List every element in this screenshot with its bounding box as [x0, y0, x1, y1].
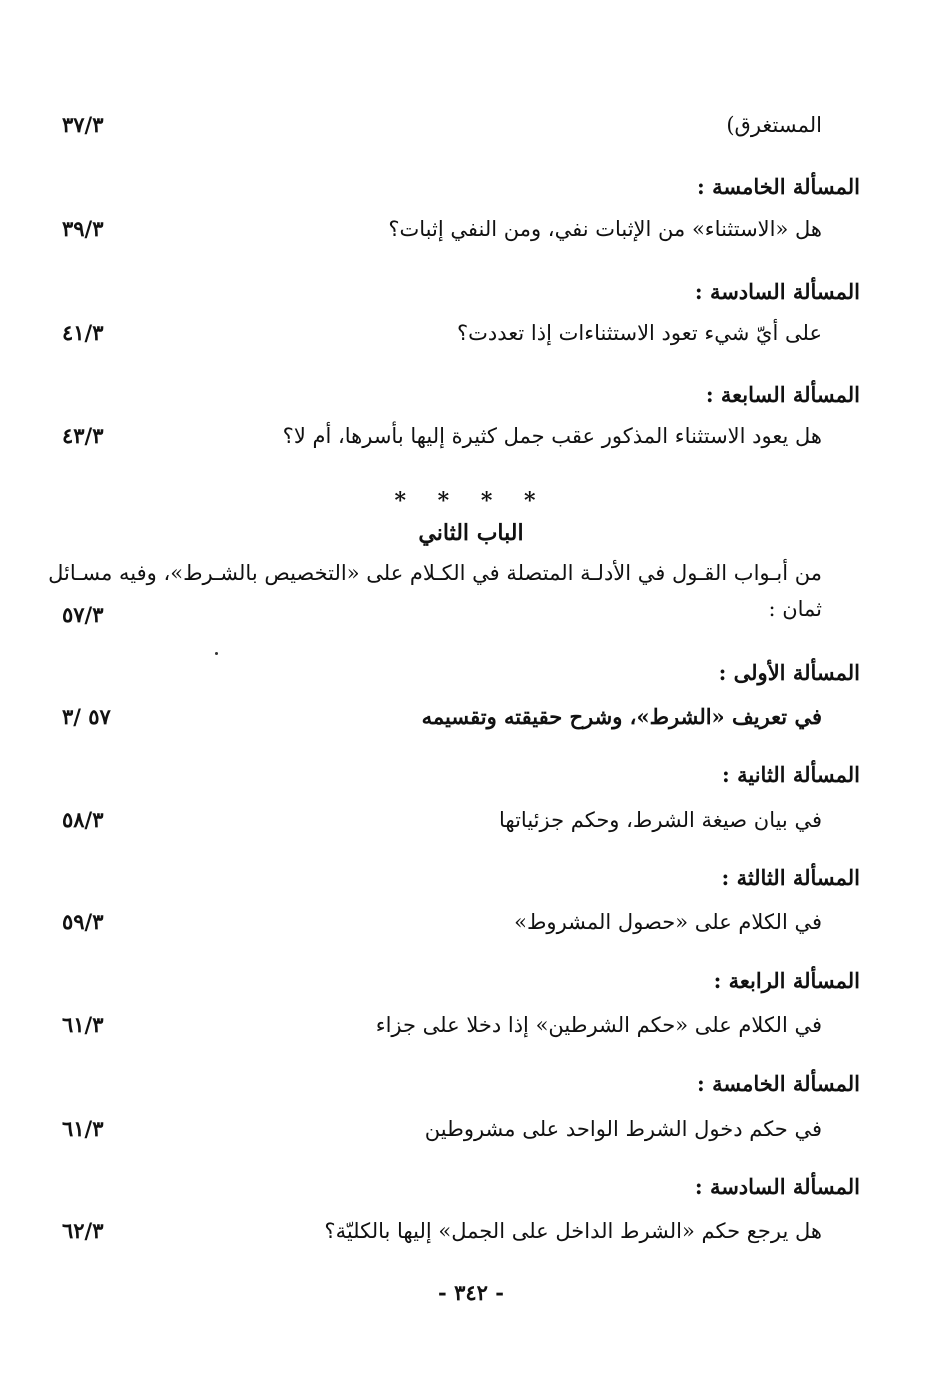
- entry-text: في حكم دخول الشرط الواحد على مشروطين: [424, 1117, 822, 1141]
- entry-text: المستغرق): [726, 113, 822, 137]
- entry-page-ref: ٣٧/٣: [62, 112, 104, 137]
- chapter-title: الباب الثاني: [418, 520, 524, 546]
- issue-heading: المسألة السادسة :: [694, 279, 860, 304]
- entry-page-ref: ٥٩/٣: [62, 909, 104, 934]
- entry-text: هل يرجع حكم «الشرط الداخل على الجمل» إليها بالكليّة؟: [324, 1219, 822, 1243]
- page-number: - ٣٤٢ -: [438, 1280, 504, 1305]
- section-separator: * * * *: [394, 488, 548, 514]
- entry-text: في الكلام على «حصول المشروط»: [514, 910, 822, 934]
- issue-heading: المسألة الثانية :: [722, 762, 860, 787]
- entry-page-ref: ٣٩/٣: [62, 216, 104, 241]
- issue-heading: المسألة الخامسة :: [697, 174, 860, 199]
- entry-text: هل «الاستثناء» من الإثبات نفي، ومن النفي إثبات؟: [388, 217, 822, 241]
- entry-text: على أيّ شيء تعود الاستثناءات إذا تعددت؟: [456, 321, 822, 345]
- entry-page-ref: ٥٨/٣: [62, 807, 104, 832]
- entry-page-ref: ٦١/٣: [62, 1012, 104, 1037]
- entry-page-ref: ٦١/٣: [62, 1116, 104, 1141]
- issue-heading: المسألة الثالثة :: [721, 865, 860, 890]
- entry-page-ref: ٥٧ /٣: [62, 704, 111, 729]
- entry-page-ref: ٤١/٣: [62, 320, 104, 345]
- issue-heading: المسألة السابعة :: [705, 382, 860, 407]
- entry-page-ref: ٥٧/٣: [62, 602, 104, 627]
- entry-text: في الكلام على «حكم الشرطين» إذا دخلا على جزاء: [375, 1013, 822, 1037]
- issue-heading: المسألة الأولى :: [718, 660, 860, 685]
- issue-heading: المسألة السادسة :: [694, 1174, 860, 1199]
- entry-text: هل يعود الاستثناء المذكور عقب جمل كثيرة إليها بأسرها، أم لا؟: [282, 424, 822, 448]
- issue-heading: المسألة الرابعة :: [713, 968, 860, 993]
- chapter-description: من أبـواب القـول في الأدلـة المتصلة في الكـلام على «التخصيص بالشـرط»، وفيه مسـائل: [48, 561, 822, 585]
- chapter-description-cont: ثمان :: [768, 597, 822, 621]
- entry-page-ref: ٤٣/٣: [62, 423, 104, 448]
- print-speck: [215, 652, 218, 655]
- entry-page-ref: ٦٢/٣: [62, 1218, 104, 1243]
- issue-heading: المسألة الخامسة :: [697, 1071, 860, 1096]
- entry-text: في بيان صيغة الشرط، وحكم جزئياتها: [499, 808, 822, 832]
- entry-text: في تعريف «الشرط»، وشرح حقيقته وتقسيمه: [421, 704, 822, 729]
